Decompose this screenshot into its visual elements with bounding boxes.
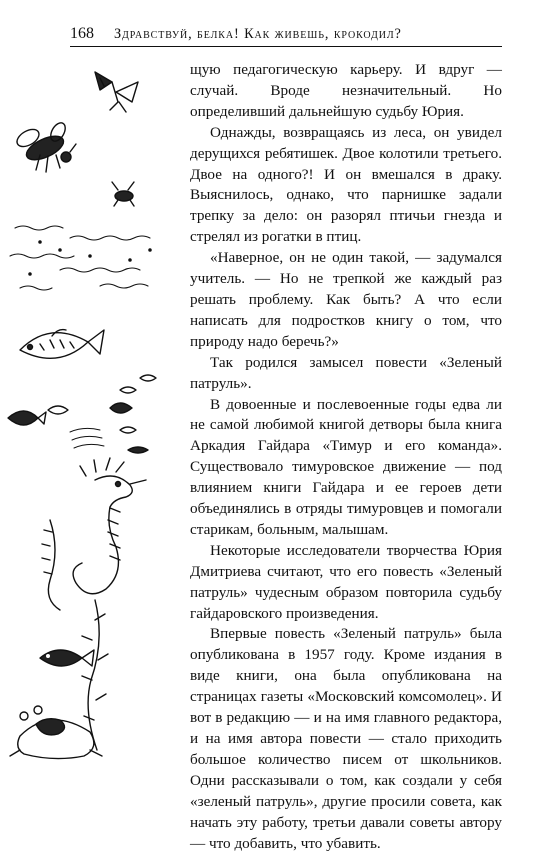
paragraph: щую педагогическую карьеру. И вдруг — случай. Вроде незначительный. Но определивший дальнейшую судьбу Юрия. (190, 61, 502, 120)
fly-drawing (112, 182, 134, 206)
seaweed-drawing (82, 600, 108, 750)
butterfly-drawing (95, 72, 138, 112)
seahorse-drawing (42, 458, 146, 610)
paragraph: Так родился замысел повести «Зеленый патруль». (190, 353, 502, 392)
large-fish-drawing (20, 330, 104, 359)
page-header (70, 22, 502, 47)
water-marks-drawing (10, 226, 151, 290)
small-fish-drawing (8, 375, 156, 453)
bee-drawing (14, 120, 76, 172)
dark-fish-drawing (40, 650, 94, 666)
page-number: 168 (70, 25, 94, 42)
paragraph: Некоторые исследователи творчества Юрия Дмитриева считают, что его повесть «Зеленый патруль» чудесным образом повторила судьбу гайдаровского произведения. (190, 541, 502, 622)
paragraph: Впервые повесть «Зеленый патруль» была опубликована в 1957 году. Кроме издания в виде книги, она была опубликована на страницах газеты «Московский комсомолец». И вот в редакцию — и на имя главного редактора, и на имя автора повести — стало приходить большое количество писем от школьников. Одни рассказывали о том, как создали у себя «зеленый патруль», другие просили совета, как начать эту работу, третьи давали советы автору — что добавить, что убавить. (190, 625, 502, 852)
paragraph: Однажды, возвращаясь из леса, он увидел дерущихся ребятишек. Двое колотили третьего. Двое на одного?! И он вмешался в драку. Выяснилось, однако, что парнишке задали трепку за дело: он разорял птичьи гнезда и стрелял из рогатки в птиц. (190, 123, 502, 246)
running-title: Здравствуй, белка! Как живешь, крокодил? (114, 26, 402, 42)
margin-illustration (0, 60, 185, 760)
main-text (190, 60, 502, 854)
paragraph: «Наверное, он не один такой, — задумался учитель. — Но не трепкой же каждый раз решать проблему. Как быть? А что если написать для подростков книгу о том, что природу надо беречь?» (190, 249, 502, 350)
paragraph: В довоенные и послевоенные годы едва ли не самой любимой книгой детворы была книга Аркадия Гайдара «Тимур и его команда». Существовало тимуровское движение — под влиянием книги Гайдара и ее героев дети объединялись в отряды тимуровцев и помогали старикам, больным, малышам. (190, 395, 502, 538)
